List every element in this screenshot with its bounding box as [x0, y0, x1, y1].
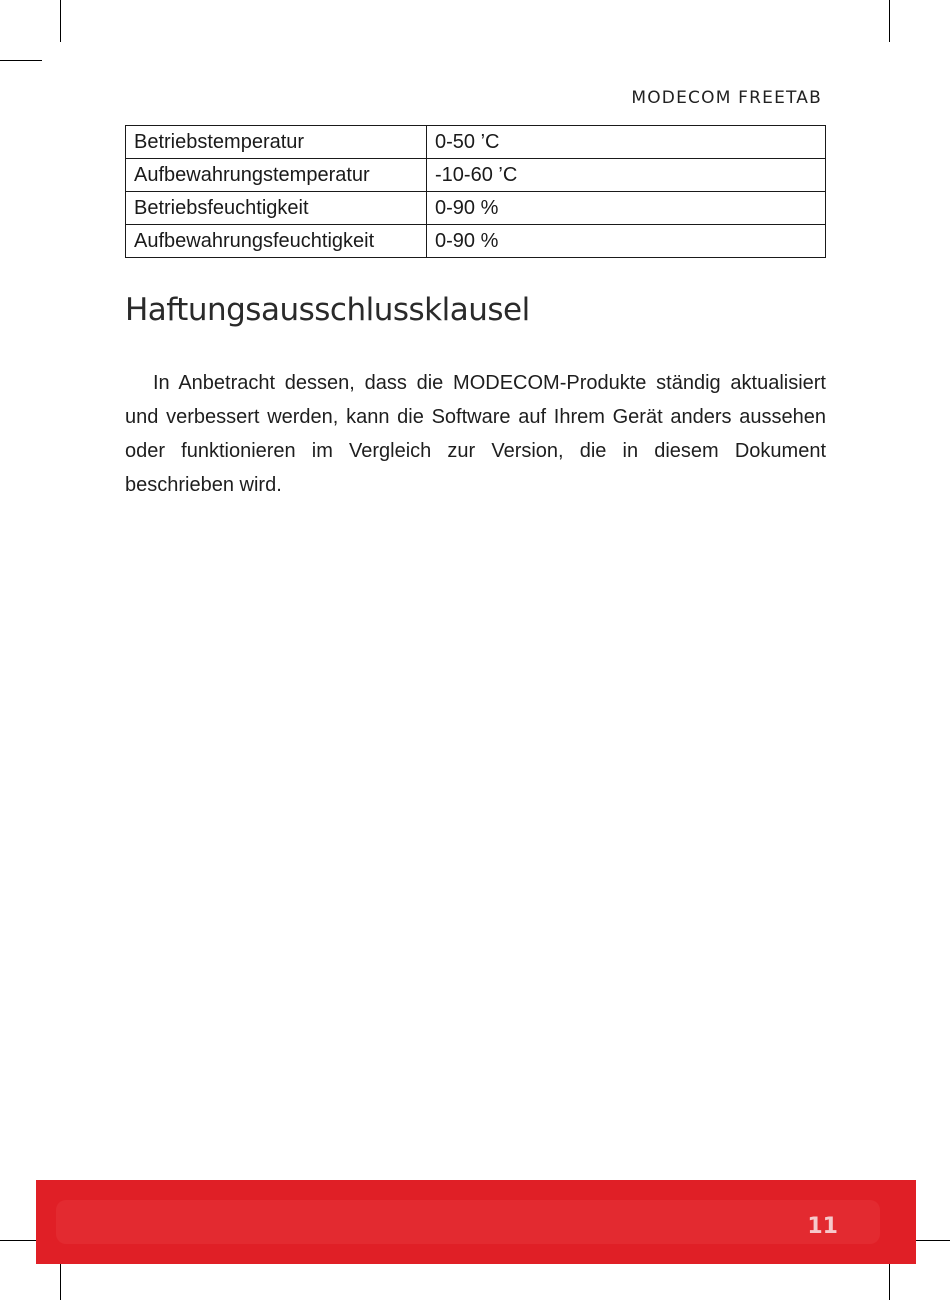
- table-row: [126, 225, 826, 258]
- table-row: [126, 159, 826, 192]
- spec-value: -10-60 ’C: [427, 159, 826, 192]
- specs-table: [125, 125, 826, 258]
- spec-value: 0-50 ’C: [427, 126, 826, 159]
- spec-label: Aufbewahrungstemperatur: [126, 159, 427, 192]
- header-brand: MODECOM FREETAB: [631, 88, 822, 108]
- table-row: [126, 126, 826, 159]
- crop-mark: [889, 0, 890, 42]
- spec-label: Betriebstemperatur: [126, 126, 427, 159]
- section-title: Haftungsausschlussklausel: [125, 292, 530, 328]
- crop-mark: [0, 60, 42, 61]
- disclaimer-paragraph: In Anbetracht dessen, dass die MODECOM-Produkte ständig aktualisiert und verbessert werden, kann die Software auf Ihrem Gerät anders aussehen oder funktionieren im Vergleich zur Version, die in diesem Dokument beschrieben wird.: [125, 372, 826, 496]
- spec-value: 0-90 %: [427, 192, 826, 225]
- footer-inner-panel: [56, 1200, 880, 1244]
- footer-band: [36, 1180, 916, 1264]
- crop-mark: [60, 0, 61, 42]
- crop-mark: [60, 1258, 61, 1300]
- spec-label: Aufbewahrungsfeuchtigkeit: [126, 225, 427, 258]
- table-row: [126, 192, 826, 225]
- crop-mark: [889, 1258, 890, 1300]
- spec-label: Betriebsfeuchtigkeit: [126, 192, 427, 225]
- page-number: 11: [807, 1214, 838, 1239]
- spec-value: 0-90 %: [427, 225, 826, 258]
